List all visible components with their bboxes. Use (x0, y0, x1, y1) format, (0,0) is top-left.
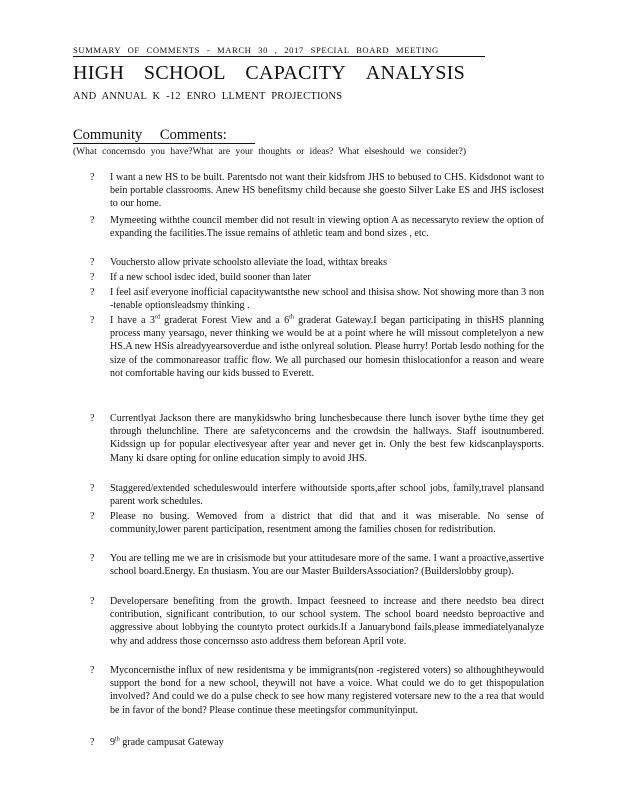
bullet-glyph: ? (90, 483, 95, 494)
title-word: HIGH (73, 62, 125, 84)
comment-text: Staggered/extended scheduleswould interfere withoutside sports,after school jobs, family,travel plansand parent work schedules. (110, 483, 544, 508)
comment-text: Currentlyat Jackson there are manykidswho bring lunchesbecause there lunch isover bythe time they get through thelunchline. There are safetyconcerns and the crowdsin the hallways. Staff isoutnumbered. Kidssign up for popular electivesyear after year and never get in. Only the best few kidscanplaysports. Many ki dsare opting for online education simply to avoid JHS. (110, 413, 544, 464)
comment-text: If a new school isdec ided, build sooner than later (110, 272, 311, 283)
bullet-glyph: ? (90, 287, 95, 298)
list-item (90, 256, 544, 269)
bullet-glyph: ? (90, 257, 95, 268)
title-word: ANALYSIS (365, 62, 465, 84)
comment-text: I feel asif everyone inofficial capacitywantsthe new school and thisisa show. Not showing more than 3 non -tenable optionsleadsmy thinking . (110, 287, 544, 312)
bullet-glyph: ? (90, 172, 95, 183)
comment-text: You are telling me we are in crisismode but your attitudesare more of the same. I want a proactive,assertive school board.Energy. En thusiasm. You are our Master BuildersAssociation? (Builderslobby group). (110, 553, 544, 578)
list-item (90, 214, 544, 240)
title-word: SCHOOL (143, 62, 226, 84)
comment-text: 9th grade campusat Gateway (110, 736, 224, 748)
list-item (90, 271, 544, 284)
list-item (90, 286, 544, 312)
comment-text: I want a new HS to be built. Parentsdo not want their kidsfrom JHS to bebused to CHS. Kidsdonot want to bein portable classrooms. Anew HS benefitsmy child because she goesto Silver Lake ES and JHS isclosest to our home. (110, 172, 544, 210)
list-item (90, 314, 544, 380)
bullet-glyph: ? (90, 665, 95, 676)
bullet-glyph: ? (90, 553, 95, 564)
bullet-glyph: ? (90, 596, 95, 607)
bullet-glyph: ? (90, 272, 95, 283)
section-prompt: (What concernsdo you have?What are your thoughts or ideas? What elseshould we consider?) (73, 147, 467, 157)
comment-text: Mymeeting withthe council member did not result in viewing option A as necessaryto review the option of expanding the facilities.The issue remains of athletic team and bond sizes , etc. (110, 215, 544, 240)
bullet-glyph: ? (90, 215, 95, 226)
bullet-glyph: ? (90, 511, 95, 522)
title-word: CAPACITY (245, 62, 346, 84)
list-item (90, 171, 544, 211)
comment-text: Developersare benefiting from the growth. Impact feesneed to increase and there needsto bea direct contribution, significant contribution, to our school system. The school board needsto beproactive and aggressive about lobbying the countyto protect ourkids.If a Januarybond fails,please immediatelyanalyze why and address those concernsso asto address them beforean April vote. (110, 596, 544, 647)
bullet-glyph: ? (90, 737, 95, 748)
comment-text: Vouchersto allow private schoolsto alleviate the load, withtax breaks (110, 257, 388, 268)
comment-text: Myconcernisthe influx of new residentsma y be immigrants(non -registered voters) so althoughtheywould support the bond for a new school, theywill not have a voice. What could we do to get thispopulation involved? And could we do a pulse check to see how many registered votersare new to the a rea that would be in favor of the bond? Please continue these meetingsfor communityinput. (110, 665, 544, 716)
list-item (90, 664, 544, 717)
section-title: Community Comments: (73, 127, 255, 144)
document-title (73, 62, 465, 85)
document-header-line: SUMMARY OF COMMENTS - MARCH 30 , 2017 SPECIAL BOARD MEETING (73, 45, 485, 57)
list-item (90, 412, 544, 465)
document-subtitle: AND ANNUAL K -12 ENRO LLMENT PROJECTIONS (73, 91, 343, 102)
list-item (90, 482, 544, 508)
comment-text: I have a 3rd graderat Forest View and a 6th graderat Gateway.I began participating in thisHS planning process many yearsago, never thinking we would be at a point where he will missout completelyon a new HS.A new HSis alreadyyearsoverdue and isthe onlyreal solution. Please hurry! Portab lesdo nothing for the size of the commonareasor traffic flow. We all purchased our homesin thislocationfor a reason and weare not comfortable having our kids bussed to Everett. (110, 314, 544, 379)
list-item (90, 552, 544, 578)
list-item (90, 595, 544, 648)
list-item (90, 510, 544, 536)
bullet-glyph: ? (90, 315, 95, 326)
list-item (90, 736, 544, 749)
bullet-glyph: ? (90, 413, 95, 424)
comment-text: Please no busing. Wemoved from a district that did that and it was miserable. No sense of community,lower parent participation, resentment among the families chosen for redistribution. (110, 511, 544, 536)
